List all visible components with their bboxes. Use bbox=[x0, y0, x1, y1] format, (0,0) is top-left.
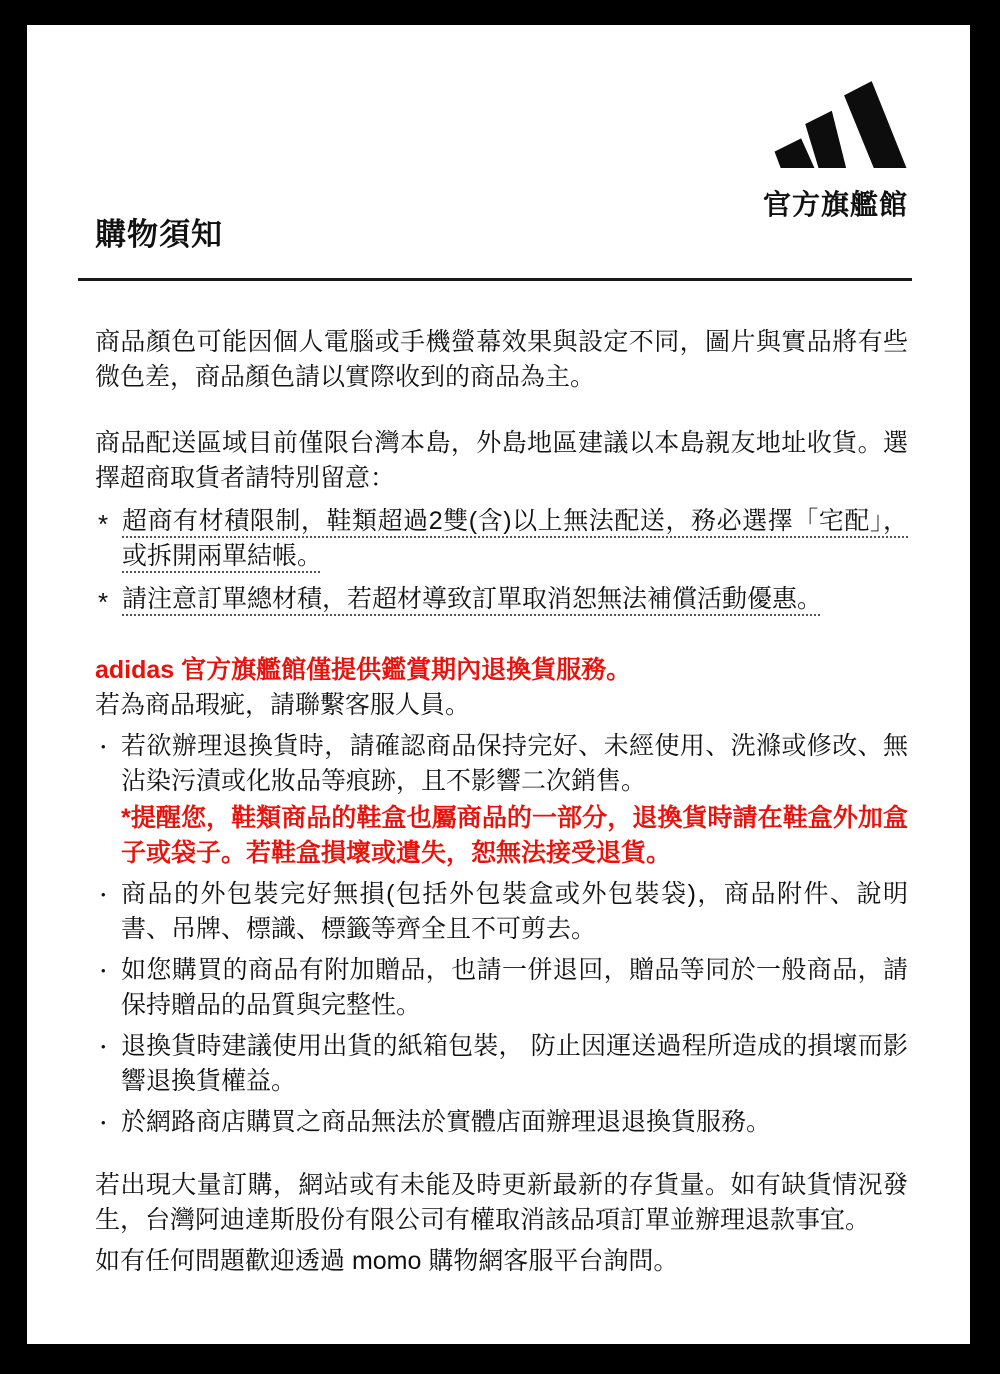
shoebox-reminder-text: 提醒您，鞋類商品的鞋盒也屬商品的一部分，退換貨時請在鞋盒外加盒子或袋子。若鞋盒損壞或遺失，恕無法接受退貨。 bbox=[121, 804, 908, 867]
dot-bullet-marker: • bbox=[101, 1039, 106, 1054]
shoebox-reminder bbox=[95, 801, 908, 871]
shipping-intro-paragraph: 商品配送區域目前僅限台灣本島，外島地區建議以本島親友地址收貨。選擇超商取貨者請特別留意： bbox=[95, 429, 908, 492]
footer-section bbox=[95, 1168, 908, 1279]
returns-bullet-item bbox=[95, 877, 908, 947]
contact-paragraph: 如有任何問題歡迎透過 momo 購物網客服平台詢問。 bbox=[95, 1247, 679, 1275]
page-title: 購物須知 bbox=[95, 217, 223, 252]
stock-availability-paragraph: 若出現大量訂購，網站或有未能及時更新最新的存貨量。如有缺貨情況發生，台灣阿迪達斯股份有限公司有權取消該品項訂單並辦理退款事宜。 bbox=[95, 1171, 908, 1234]
store-label: 官方旗艦館 bbox=[762, 189, 908, 220]
returns-bullet-item bbox=[95, 1105, 908, 1140]
returns-bullet-text: 如您購買的商品有附加贈品，也請一併退回，贈品等同於一般商品，請保持贈品的品質與完整性。 bbox=[121, 956, 908, 1019]
asterisk-marker: * bbox=[98, 509, 109, 539]
brand-block bbox=[763, 78, 908, 223]
returns-headline: adidas 官方旗艦館僅提供鑑賞期內退換貨服務。 bbox=[95, 656, 632, 684]
returns-subline: 若為商品瑕疵，請聯繫客服人員。 bbox=[95, 691, 471, 719]
shipping-note-text: 請注意訂單總材積，若超材導致訂單取消恕無法補償活動優惠。 bbox=[122, 585, 823, 613]
title-divider bbox=[78, 278, 912, 281]
returns-bullet-item bbox=[95, 953, 908, 1023]
asterisk-marker: * bbox=[121, 804, 131, 832]
returns-bullet-item bbox=[95, 1029, 908, 1099]
returns-bullet-item bbox=[95, 729, 908, 799]
dot-bullet-marker: • bbox=[101, 963, 106, 978]
notice-sheet bbox=[27, 25, 970, 1344]
color-disclaimer-paragraph: 商品顏色可能因個人電腦或手機螢幕效果與設定不同，圖片與實品將有些微色差，商品顏色請以實際收到的商品為主。 bbox=[95, 328, 908, 391]
shipping-section bbox=[95, 426, 908, 617]
returns-bullet-text: 若欲辦理退換貨時，請確認商品保持完好、未經使用、洗滌或修改、無沾染污漬或化妝品等痕跡，且不影響二次銷售。 bbox=[121, 732, 908, 795]
notice-header bbox=[95, 25, 908, 278]
returns-bullet-text: 於網路商店購買之商品無法於實體店面辦理退退換貨服務。 bbox=[121, 1108, 772, 1136]
shipping-note-text: 超商有材積限制，鞋類超過2雙(含)以上無法配送，務必選擇「宅配」，或拆開兩單結帳。 bbox=[122, 507, 908, 570]
dot-bullet-marker: • bbox=[101, 1115, 106, 1130]
shipping-note-item bbox=[95, 582, 908, 617]
returns-bullet-text: 商品的外包裝完好無損(包括外包裝盒或外包裝袋)，商品附件、說明書、吊牌、標識、標籤等齊全且不可剪去。 bbox=[121, 880, 908, 943]
returns-section bbox=[95, 653, 908, 1140]
dot-bullet-marker: • bbox=[101, 887, 106, 902]
returns-bullet-text: 退換貨時建議使用出貨的紙箱包裝， 防止因運送過程所造成的損壞而影響退換貨權益。 bbox=[121, 1032, 908, 1095]
adidas-logo-icon bbox=[772, 78, 908, 168]
dot-bullet-marker: • bbox=[101, 739, 106, 754]
shipping-note-item bbox=[95, 504, 908, 574]
asterisk-marker: * bbox=[98, 587, 109, 617]
